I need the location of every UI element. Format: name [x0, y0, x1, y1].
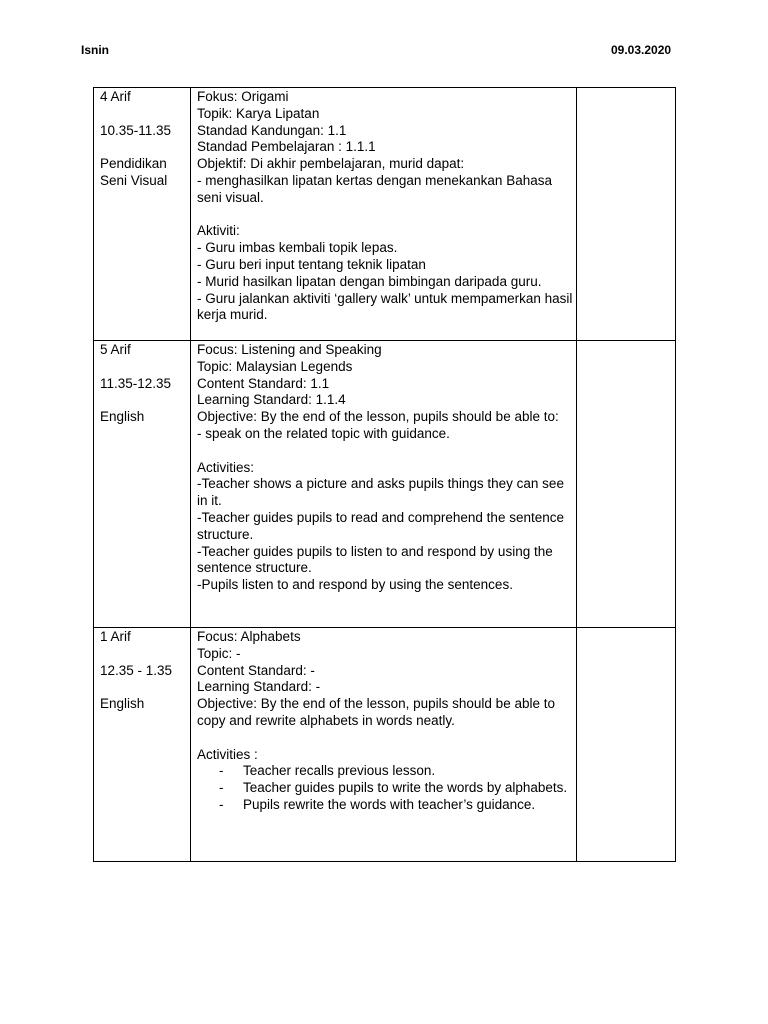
detail-line: Topic: Malaysian Legends [197, 358, 353, 374]
activity-line: - Murid hasilkan lipatan dengan bimbingan daripada guru. [197, 273, 542, 289]
details-cell [191, 88, 577, 341]
time-slot: 10.35-11.35 [100, 122, 172, 138]
detail-line: - menghasilkan lipatan kertas dengan menekankan Bahasa seni visual. [197, 172, 552, 205]
activity-line: - Guru beri input tentang teknik lipatan [197, 256, 426, 272]
class-name: 5 Arif [100, 342, 131, 357]
class-name: 4 Arif [100, 89, 131, 104]
activities-label: Aktiviti: [197, 223, 240, 239]
time-slot: 12.35 - 1.35 [100, 662, 173, 678]
class-cell [94, 341, 191, 628]
subject-line: English [100, 409, 145, 425]
detail-line: Objektif: Di akhir pembelajaran, murid dapat: [197, 156, 465, 172]
detail-line: Topic: - [197, 645, 241, 661]
activity-item: - Pupils rewrite the words with teacher’s guidance. [219, 797, 576, 814]
notes-cell [577, 88, 676, 341]
detail-line: Objective: By the end of the lesson, pupils should be able to: [197, 409, 559, 425]
detail-line: Learning Standard: - [197, 679, 321, 695]
detail-line: Learning Standard: 1.1.4 [197, 392, 346, 408]
activity-list [197, 763, 576, 813]
class-cell [94, 88, 191, 341]
details-cell [191, 628, 577, 862]
class-name: 1 Arif [100, 629, 131, 644]
subject-line: Pendidikan [100, 156, 167, 172]
table-row [94, 88, 676, 341]
activity-line: -Teacher guides pupils to listen to and respond by using the sentence structure. [197, 543, 553, 576]
detail-line: Content Standard: 1.1 [197, 375, 330, 391]
activity-line: -Teacher guides pupils to read and comprehend the sentence structure. [197, 509, 564, 542]
detail-line: Topik: Karya Lipatan [197, 105, 320, 121]
class-cell [94, 628, 191, 862]
activities-label: Activities: [197, 459, 255, 475]
detail-line: Content Standard: - [197, 662, 315, 678]
details-cell [191, 341, 577, 628]
day-label: Isnin [81, 43, 110, 57]
lesson-plan-table [93, 87, 676, 862]
table-row [94, 628, 676, 862]
activity-item: - Teacher recalls previous lesson. [219, 763, 576, 780]
subject-line: Seni Visual [100, 172, 168, 188]
activity-line: -Teacher shows a picture and asks pupils things they can see in it. [197, 476, 564, 509]
detail-line: Focus: Alphabets [197, 629, 301, 644]
activity-line: - Guru imbas kembali topik lepas. [197, 240, 398, 256]
detail-line: - speak on the related topic with guidance. [197, 425, 450, 441]
table-row [94, 341, 676, 628]
detail-line: Standad Pembelajaran : 1.1.1 [197, 139, 376, 155]
detail-line: Fokus: Origami [197, 89, 289, 104]
detail-line: Objective: By the end of the lesson, pupils should be able to copy and rewrite alphabets in words neatly. [197, 696, 555, 728]
notes-cell [577, 341, 676, 628]
detail-line: Focus: Listening and Speaking [197, 342, 382, 357]
activities-label: Activities : [197, 746, 258, 762]
activity-line: - Guru jalankan aktiviti ‘gallery walk’ untuk mempamerkan hasil kerja murid. [197, 290, 573, 323]
notes-cell [577, 628, 676, 862]
date-label: 09.03.2020 [611, 43, 672, 57]
activity-line: -Pupils listen to and respond by using the sentences. [197, 577, 513, 593]
time-slot: 11.35-12.35 [100, 375, 172, 391]
detail-line: Standad Kandungan: 1.1 [197, 122, 347, 138]
subject-line: English [100, 696, 145, 712]
activity-item: - Teacher guides pupils to write the words by alphabets. [219, 780, 576, 797]
